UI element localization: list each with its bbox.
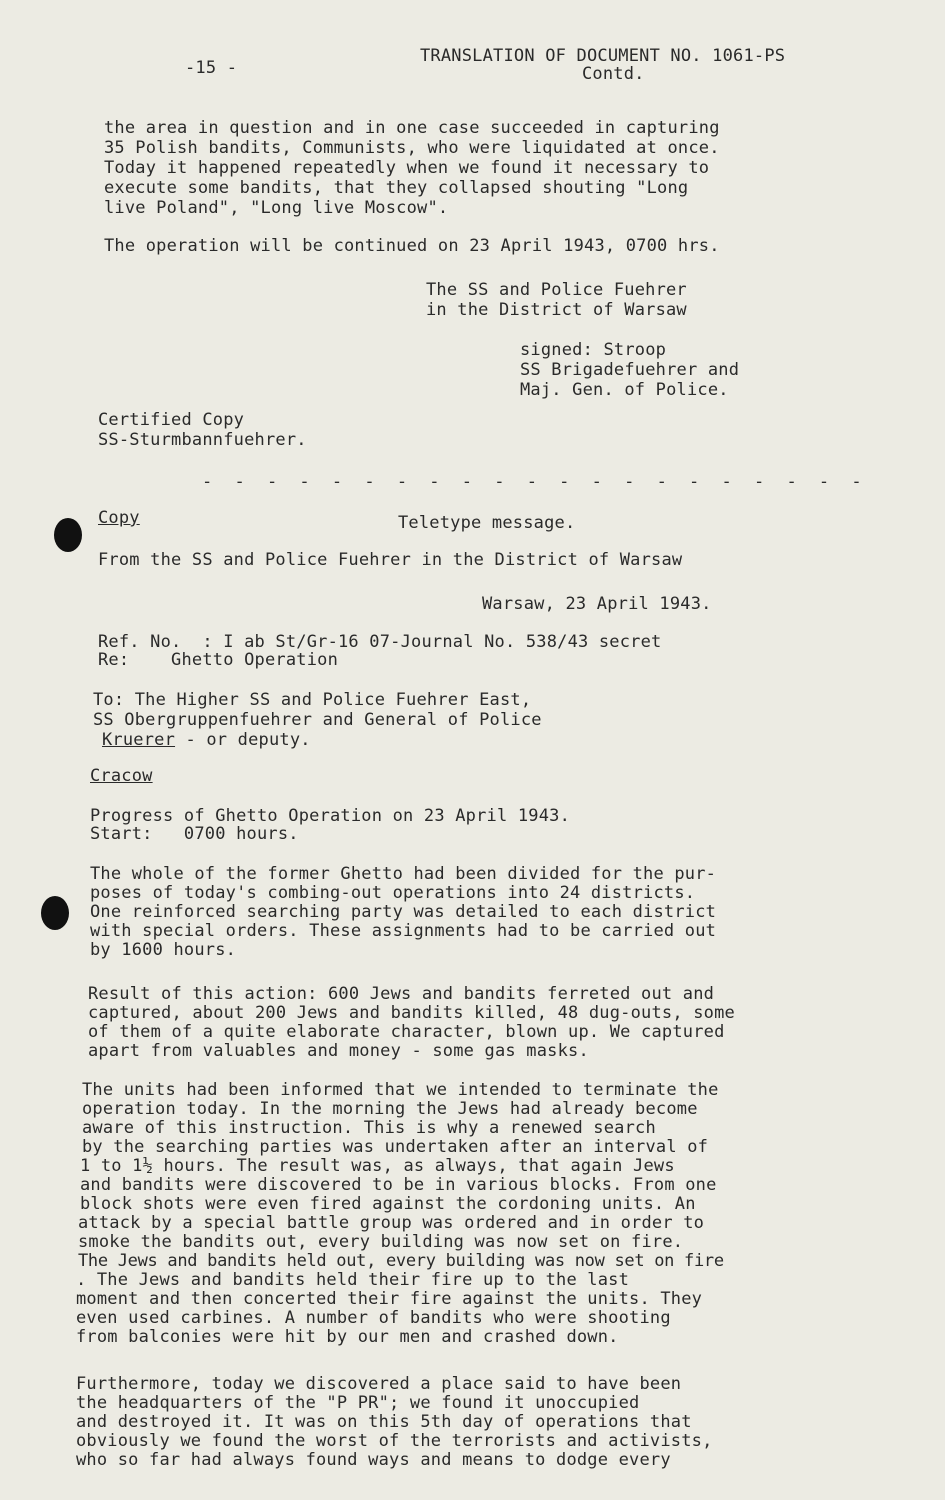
text-line: 35 Polish bandits, Communists, who were liquidated at once. [104, 138, 720, 158]
page-number: -15 - [185, 58, 238, 78]
text-line: and destroyed it. It was on this 5th day of operations that [76, 1412, 692, 1432]
paragraph-2: The operation will be continued on 23 April 1943, 0700 hrs. [104, 236, 720, 256]
teletype-heading: Teletype message. [398, 513, 576, 533]
text-line: apart from valuables and money - some gas masks. [88, 1041, 589, 1061]
recipient-name: Kruerer [102, 730, 176, 750]
document-title: TRANSLATION OF DOCUMENT NO. 1061-PS [420, 46, 786, 66]
text-line: moment and then concerted their fire against the units. They [76, 1289, 703, 1309]
recipient-tail: - or deputy. [175, 730, 311, 750]
punch-hole [41, 896, 69, 930]
text-line: Furthermore, today we discovered a place said to have been [76, 1374, 682, 1394]
reference-line: Ref. No. : I ab St/Gr-16 07-Journal No. 538/43 secret [98, 632, 662, 652]
text-line: even used carbines. A number of bandits who were shooting [76, 1308, 671, 1328]
section-divider: - - - - - - - - - - - - - - - - - - - - - [202, 472, 868, 492]
progress-line: Start: 0700 hours. [90, 824, 299, 844]
text-line: who so far had always found ways and means to dodge every [76, 1450, 671, 1470]
text-line: The units had been informed that we intended to terminate the [82, 1080, 719, 1100]
copy-label: Copy [98, 508, 140, 528]
text-line: execute some bandits, that they collapsed shouting "Long [104, 178, 689, 198]
text-line: aware of this instruction. This is why a renewed search [82, 1118, 656, 1138]
recipient-line: To: The Higher SS and Police Fuehrer East, [93, 690, 532, 710]
text-line: The whole of the former Ghetto had been divided for the pur- [90, 864, 717, 884]
place-date: Warsaw, 23 April 1943. [482, 594, 712, 614]
text-line: with special orders. These assignments had to be carried out [90, 921, 717, 941]
text-line: the headquarters of the "P PR"; we found it unoccupied [76, 1393, 640, 1413]
text-line: and bandits were discovered to be in various blocks. From one [80, 1175, 717, 1195]
text-line: operation today. In the morning the Jews had already become [82, 1099, 698, 1119]
text-line: One reinforced searching party was detailed to each district [90, 902, 717, 922]
signature-line: Maj. Gen. of Police. [520, 380, 729, 400]
text-line: The Jews and bandits held out, every building was now set on fire [78, 1251, 724, 1271]
text-line: . The Jews and bandits held their fire up to the last [76, 1270, 630, 1290]
recipient-line [102, 730, 311, 750]
text-line: smoke the bandits out, every building was now set on fire. [78, 1232, 684, 1252]
text-line: obviously we found the worst of the terrorists and activists, [76, 1431, 713, 1451]
text-line: attack by a special battle group was ordered and in order to [78, 1213, 705, 1233]
text-line: live Poland", "Long live Moscow". [104, 198, 449, 218]
text-line: poses of today's combing-out operations into 24 districts. [90, 883, 696, 903]
text-line: by 1600 hours. [90, 940, 237, 960]
text-line: by the searching parties was undertaken after an interval of [82, 1137, 709, 1157]
punch-hole [54, 518, 82, 552]
text-line: block shots were even fired against the cordoning units. An [80, 1194, 696, 1214]
certified-line: SS-Sturmbannfuehrer. [98, 430, 307, 450]
recipient-line: SS Obergruppenfuehrer and General of Police [93, 710, 542, 730]
text-line: from balconies were hit by our men and crashed down. [76, 1327, 619, 1347]
signature-block-line: in the District of Warsaw [426, 300, 687, 320]
location-heading: Cracow [90, 766, 153, 786]
text-line: Today it happened repeatedly when we found it necessary to [104, 158, 710, 178]
certified-line: Certified Copy [98, 410, 245, 430]
progress-line: Progress of Ghetto Operation on 23 April 1943. [90, 806, 571, 826]
text-line: the area in question and in one case succeeded in capturing [104, 118, 720, 138]
text-line: Result of this action: 600 Jews and bandits ferreted out and [88, 984, 715, 1004]
subject-line: Re: Ghetto Operation [98, 650, 339, 670]
text-line: 1 to 1½ hours. The result was, as always, that again Jews [80, 1156, 675, 1176]
text-line: captured, about 200 Jews and bandits killed, 48 dug-outs, some [88, 1003, 735, 1023]
document-title-contd: Contd. [582, 64, 645, 84]
signature-line: SS Brigadefuehrer and [520, 360, 740, 380]
signature-line: signed: Stroop [520, 340, 667, 360]
from-line: From the SS and Police Fuehrer in the District of Warsaw [98, 550, 683, 570]
signature-block-line: The SS and Police Fuehrer [426, 280, 687, 300]
text-line: of them of a quite elaborate character, blown up. We captured [88, 1022, 725, 1042]
